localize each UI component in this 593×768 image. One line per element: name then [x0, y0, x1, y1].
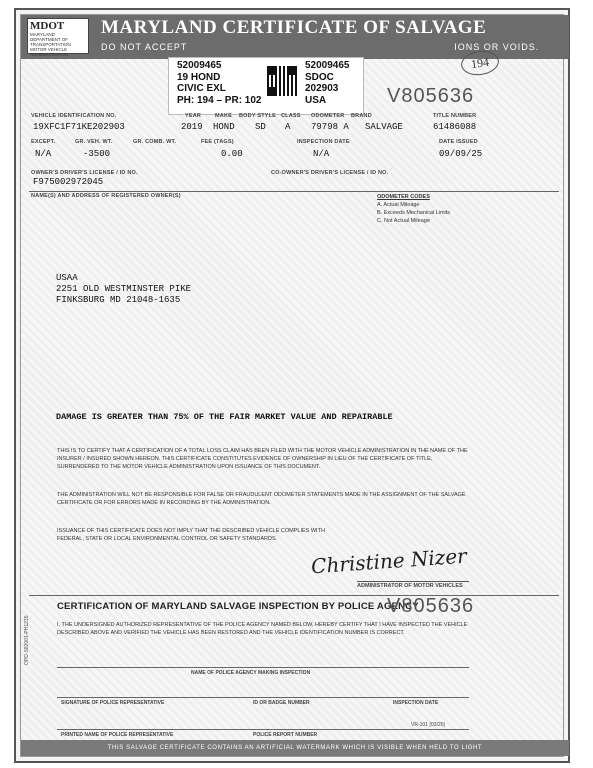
address-line: 2251 OLD WESTMINSTER PIKE: [56, 284, 192, 294]
brand-label: BRAND: [351, 113, 372, 119]
body-style-value: SD: [255, 122, 266, 132]
make-label: MAKE: [215, 113, 232, 119]
sticker-line: 52009465: [305, 60, 350, 71]
agency-label: NAME OF POLICE AGENCY MAKING INSPECTION: [191, 670, 311, 676]
notice-left: DO NOT ACCEPT: [101, 42, 188, 52]
date-issued-value: 09/09/25: [439, 149, 483, 159]
odometer-code-item: A. Actual Mileage: [377, 202, 420, 208]
inspection-paragraph: I, THE UNDERSIGNED AUTHORIZED REPRESENTATIVE OF THE POLICE AGENCY NAMED BELOW, HEREBY CERTIFY THAT I HAVE INSPECTED THE VEHICLE DESCRIBED ABOVE AND VERIFIED THE VEHICLE HAS BEEN RESTORED AND THE VEHICLE IDENTIFICATION NUMBER IS CORRECT.: [57, 622, 468, 636]
administrator-signature: Christine Nizer: [310, 543, 468, 579]
logo-mark: MDOT: [30, 20, 65, 32]
gross-vehicle-weight-value: -3500: [83, 149, 111, 159]
header-notice: [101, 42, 539, 52]
sticker-line: 202903: [305, 83, 339, 94]
address-line: FINKSBURG MD 21048-1635: [56, 295, 181, 305]
agency-line[interactable]: [57, 667, 469, 668]
qr-code-icon: [267, 66, 297, 96]
sticker-line: USA: [305, 94, 327, 106]
form-number: VR-101 (03/20): [411, 722, 446, 728]
police-inspection-date-label: INSPECTION DATE: [393, 700, 439, 706]
standards-paragraph: ISSUANCE OF THIS CERTIFICATE DOES NOT IMPLY THAT THE DESCRIBED VEHICLE COMPLIES WITH FEDERAL, STATE OR LOCAL ENVIRONMENTAL CONTROL OR SAFETY STANDARDS.: [57, 528, 325, 542]
inspection-number: V805636: [387, 595, 475, 617]
inspection-date-label: INSPECTION DATE: [297, 139, 350, 145]
sticker-right: [305, 60, 350, 106]
logo-text: MARYLAND DEPARTMENT OF TRANSPORTATION MOTOR VEHICLE ADMINISTRATION: [30, 32, 71, 57]
odometer-code-item: B. Exceeds Mechanical Limits: [377, 210, 451, 216]
class-label: CLASS: [281, 113, 301, 119]
fee-label: FEE (TAGS): [201, 139, 234, 145]
damage-statement: DAMAGE IS GREATER THAN 75% OF THE FAIR MARKET VALUE AND REPAIRABLE: [56, 412, 393, 422]
odometer-codes-heading: ODOMETER CODES: [377, 194, 430, 200]
odometer-code-item: C. Not Actual Mileage: [377, 218, 430, 224]
administrator-caption: ADMINISTRATOR OF MOTOR VEHICLES: [357, 583, 463, 589]
police-signature-label: SIGNATURE OF POLICE REPRESENTATIVE: [61, 700, 165, 706]
odometer-label: ODOMETER: [311, 113, 345, 119]
class-value: A: [285, 122, 291, 132]
badge-number-label: ID OR BADGE NUMBER: [253, 700, 310, 706]
brand-value: SALVAGE: [365, 122, 403, 132]
handwritten-note: 194: [460, 48, 501, 77]
certificate-title: MARYLAND CERTIFICATE OF SALVAGE: [101, 17, 487, 38]
divider: [29, 595, 559, 596]
year-value: 2019: [181, 122, 203, 132]
owner-address: [56, 273, 191, 306]
printed-name-line[interactable]: [57, 729, 469, 730]
vin-value: 19XFC1F71KE202903: [33, 122, 125, 132]
certification-paragraph: THIS IS TO CERTIFY THAT A CERTIFICATION OF A TOTAL LOSS CLAIM HAS BEEN FILED WITH THE MOTOR VEHICLE ADMINISTRATION IN THE NAME OF THE INSURER / INSURED SHOWN HEREON. THIS CERTIFICATE CONSTITUTES EVIDENCE OF OWNERSHIP IN LIEU OF THE CERTIFICATE OF TITLE, SURRENDERED TO THE MOTOR VEHICLE ADMINISTRATION UPON ISSUANCE OF THIS DOCUMENT.: [57, 448, 468, 470]
sticker-line: 52009465: [177, 60, 222, 71]
owners-label: NAME(S) AND ADDRESS OF REGISTERED OWNER(S): [31, 193, 181, 199]
except-label: EXCEPT.: [31, 139, 56, 145]
inspection-title: CERTIFICATION OF MARYLAND SALVAGE INSPECTION BY POLICE AGENCY: [57, 601, 419, 612]
mdot-logo: [27, 18, 89, 57]
make-value: HOND: [213, 122, 235, 132]
fee-value: 0.00: [221, 149, 243, 159]
side-serial: OPD-S82001-PH1235: [24, 615, 30, 665]
odometer-value: 79798 A: [311, 122, 349, 132]
title-number-large: V805636: [387, 85, 475, 107]
sticker-line: CIVIC EXL: [177, 83, 226, 94]
sticker-line: SDOC: [305, 71, 334, 83]
address-line: USAA: [56, 273, 78, 283]
except-value: N/A: [35, 149, 52, 159]
odometer-disclaimer-paragraph: THE ADMINISTRATION WILL NOT BE RESPONSIBLE FOR FALSE OR FRAUDULENT ODOMETER STATEMENTS MADE IN THE ASSIGNMENT OF THE SALVAGE CERTIFICATE OR FOR ERRORS MADE IN RECORDING BY THE ADMINISTRATION.: [57, 492, 466, 506]
police-report-label: POLICE REPORT NUMBER: [253, 732, 318, 738]
certificate-body: [20, 14, 564, 757]
odometer-codes: [377, 193, 450, 225]
vin-label: VEHICLE IDENTIFICATION NO.: [31, 113, 117, 119]
sticker-left: [177, 60, 262, 106]
coowner-license-label: CO-OWNER'S DRIVER'S LICENSE / ID NO.: [271, 170, 389, 176]
barcode-sticker: [168, 57, 364, 115]
owner-license-label: OWNER'S DRIVER'S LICENSE / ID NO.: [31, 170, 138, 176]
signature-line: [357, 581, 469, 582]
signature-row-line[interactable]: [57, 697, 469, 698]
inspection-date-value: N/A: [313, 149, 330, 159]
body-style-label: BODY STYLE: [239, 113, 277, 119]
title-number-value: 61486088: [433, 122, 477, 132]
year-label: YEAR: [185, 113, 202, 119]
title-number-label: TITLE NUMBER: [433, 113, 477, 119]
gross-combined-weight-label: GR. COMB. WT.: [133, 139, 177, 145]
notice-right: IONS OR VOIDS.: [454, 42, 540, 52]
sticker-line: PH: 194 – PR: 102: [177, 94, 262, 106]
printed-name-label: PRINTED NAME OF POLICE REPRESENTATIVE: [61, 732, 174, 738]
watermark-footer: THIS SALVAGE CERTIFICATE CONTAINS AN ARTIFICIAL WATERMARK WHICH IS VISIBLE WHEN HELD TO LIGHT: [21, 740, 569, 756]
sticker-line: 19 HOND: [177, 71, 221, 83]
gross-vehicle-weight-label: GR. VEH. WT.: [75, 139, 113, 145]
owner-license-value: F975002972045: [33, 177, 104, 187]
salvage-certificate: [14, 8, 570, 763]
divider: [29, 191, 559, 192]
date-issued-label: DATE ISSUED: [439, 139, 478, 145]
